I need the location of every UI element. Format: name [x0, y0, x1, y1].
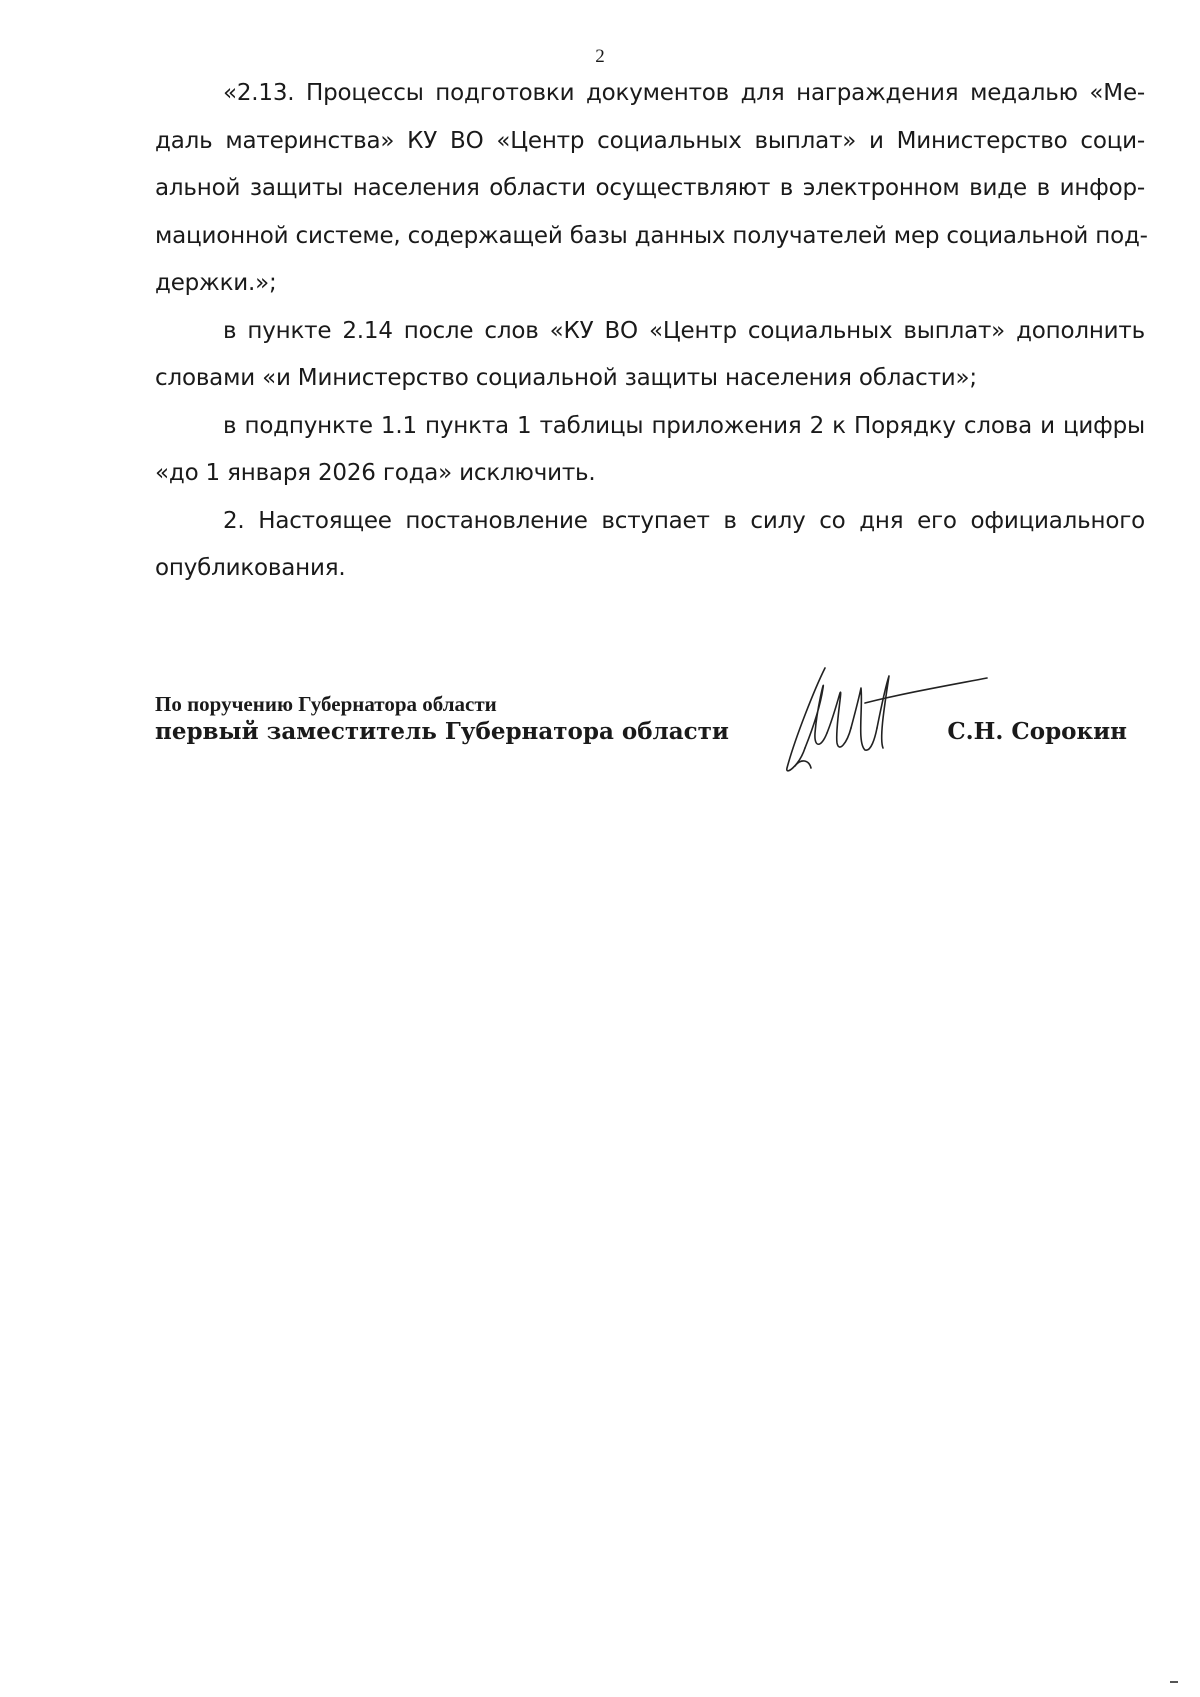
document-body — [155, 70, 1148, 593]
text-line: в подпункте 1.1 пункта 1 таблицы приложения 2 к Порядку слова и цифры — [223, 412, 1145, 439]
text-line: держки.»; — [155, 270, 277, 296]
scan-mark — [1170, 1681, 1178, 1683]
paragraph-2-14 — [155, 308, 1145, 403]
text-line: в пункте 2.14 после слов «КУ ВО «Центр социальных выплат» дополнить — [223, 317, 1145, 344]
signatory-name: С.Н. Сорокин — [947, 718, 1127, 745]
page-number: 2 — [595, 46, 605, 67]
handwritten-signature — [765, 648, 995, 778]
text-line: даль материнства» КУ ВО «Центр социальных выплат» и Министерство соци- — [155, 127, 1145, 154]
paragraph-effective-date — [155, 498, 1145, 593]
signatory-position: первый заместитель Губернатора области — [155, 718, 729, 745]
text-line: «2.13. Процессы подготовки документов для награждения медалью «Ме- — [223, 80, 1145, 106]
text-line: мационной системе, содержащей базы данных получателей мер социальной под- — [155, 222, 1148, 249]
text-line: словами «и Министерство социальной защиты населения области»; — [155, 365, 977, 391]
text-line: альной защиты населения области осуществляют в электронном виде в инфор- — [155, 175, 1145, 201]
text-line: «до 1 января 2026 года» исключить. — [155, 460, 596, 486]
text-line: 2. Настоящее постановление вступает в силу со дня его официального — [223, 507, 1145, 534]
signatory-authority: По поручению Губернатора области — [155, 692, 497, 716]
signature-block — [155, 692, 1145, 812]
paragraph-subitem-1-1 — [155, 403, 1145, 498]
paragraph-2-13 — [155, 70, 1148, 308]
text-line: опубликования. — [155, 555, 346, 581]
